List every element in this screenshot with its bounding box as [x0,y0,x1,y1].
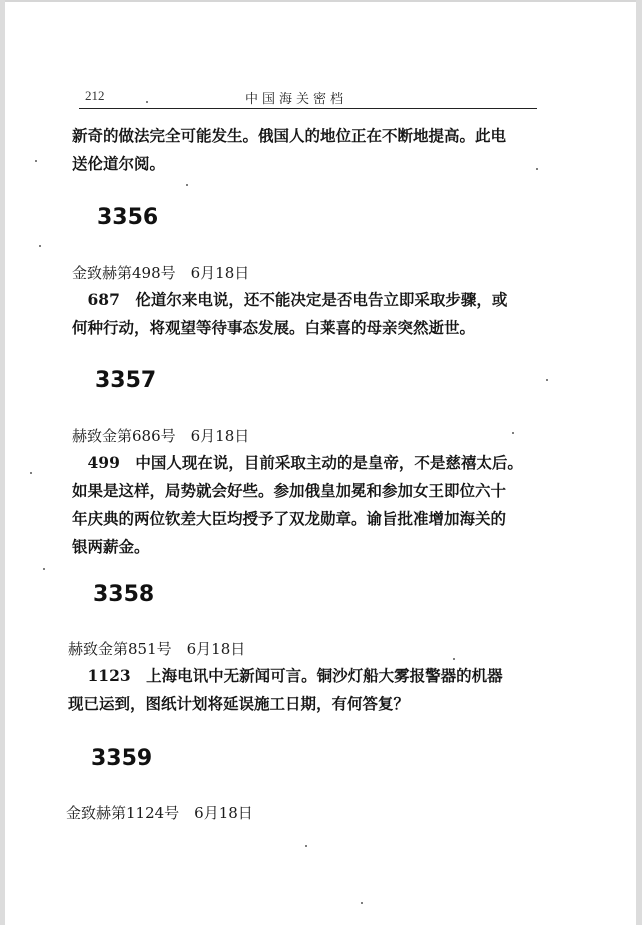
entry-3356-line-2: 何种行动，将观望等待事态发展。白莱喜的母亲突然逝世。 [72,318,476,337]
entry-meta-3359: 金致赫第1124号 6月18日 [66,804,253,822]
entry-3357-line-1: 499 中国人现在说，目前采取主动的是皇帝，不是慈禧太后。 [72,453,523,472]
scanned-page [5,2,636,925]
scan-speck [536,168,538,170]
scan-speck [146,101,148,103]
scan-speck [186,184,188,186]
intro-line-2: 送伦道尔阅。 [72,154,166,173]
scan-speck [30,472,32,474]
page-number: 212 [85,88,105,103]
entry-3357-line-4: 银两薪金。 [72,537,150,556]
entry-number-3358: 3358 [93,582,155,607]
entry-number-3357: 3357 [95,368,157,393]
entry-meta-3357: 赫致金第686号 6月18日 [72,427,250,445]
scan-speck [453,658,455,660]
scan-speck [546,379,548,381]
window-right-border [636,0,642,925]
scan-speck [305,845,307,847]
scan-speck [512,432,514,434]
entry-meta-3356: 金致赫第498号 6月18日 [72,264,250,282]
entry-number-3359: 3359 [91,746,153,771]
entry-meta-3358: 赫致金第851号 6月18日 [68,640,246,658]
entry-3358-line-1: 1123 上海电讯中无新闻可言。铜沙灯船大雾报警器的机器 [72,666,503,685]
scan-speck [35,160,37,162]
scan-speck [361,902,363,904]
running-header-title: 中国海关密档 [245,92,348,107]
entry-3356-line-1: 687 伦道尔来电说，还不能决定是否电告立即采取步骤，或 [72,290,508,309]
entry-3357-line-3: 年庆典的两位钦差大臣均授予了双龙勋章。谕旨批准增加海关的 [72,509,507,528]
entry-3357-line-2: 如果是这样，局势就会好些。参加俄皇加冕和参加女王即位六十 [72,481,507,500]
entry-number-3356: 3356 [97,205,159,230]
scan-speck [39,245,41,247]
intro-line-1: 新奇的做法完全可能发生。俄国人的地位正在不断地提高。此电 [72,126,507,145]
header-rule [79,108,537,109]
scan-speck [43,568,45,570]
entry-3358-line-2: 现已运到，图纸计划将延误施工日期，有何答复？ [68,694,410,713]
